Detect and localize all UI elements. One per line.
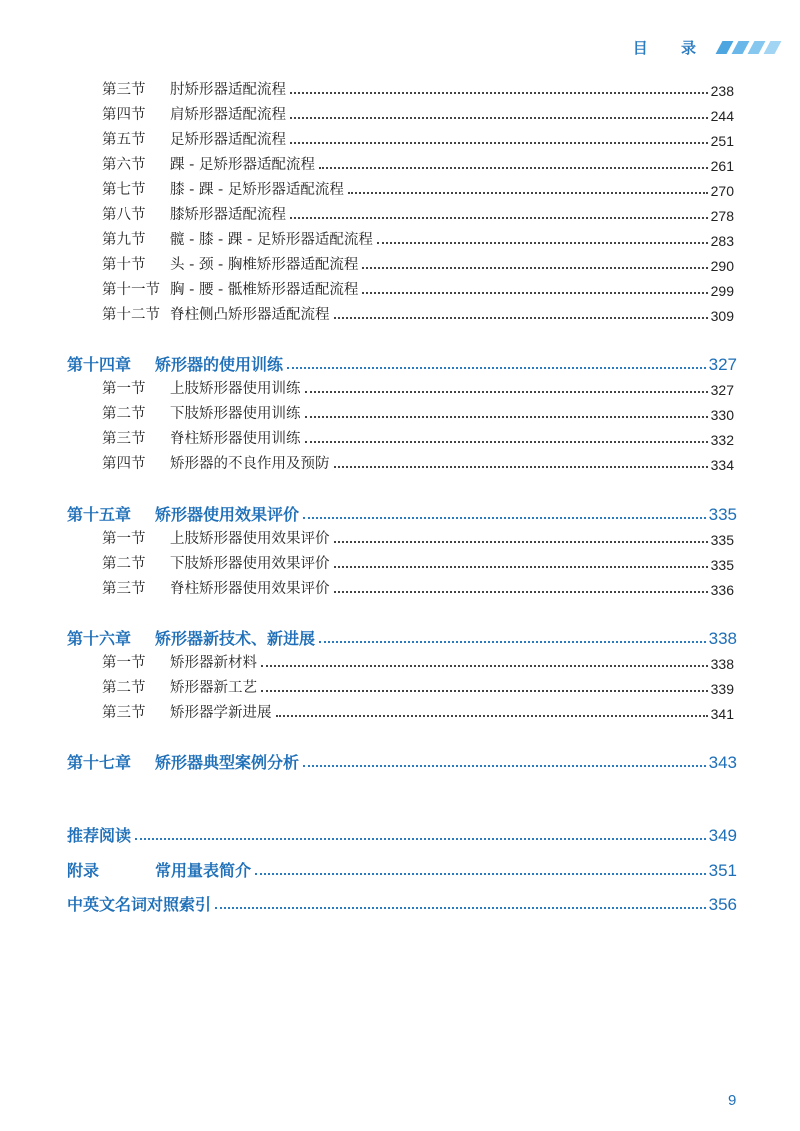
dot-leader	[135, 838, 706, 840]
entry-title: 足矫形器适配流程	[170, 132, 286, 148]
toc-section-entry[interactable]	[102, 524, 734, 548]
dot-leader	[303, 517, 706, 519]
header-title: 目 录	[632, 38, 710, 57]
entry-page-number: 261	[710, 158, 734, 174]
entry-number: 第三节	[102, 705, 146, 721]
page-number: 9	[728, 1092, 737, 1109]
entry-number: 第五节	[102, 132, 146, 148]
dot-leader	[287, 367, 706, 369]
entry-title: 矫形器典型案例分析	[155, 753, 300, 772]
toc-section-entry[interactable]	[102, 75, 734, 99]
entry-title: 踝 - 足矫形器适配流程	[170, 157, 315, 173]
dot-leader	[319, 167, 708, 169]
entry-number: 第四节	[102, 107, 146, 123]
entry-page-number: 335	[710, 557, 734, 573]
toc-section-entry[interactable]	[102, 549, 734, 573]
entry-number: 第九节	[102, 232, 146, 248]
dot-leader	[305, 391, 708, 393]
entry-number: 第十四章	[67, 355, 132, 374]
dot-leader	[290, 142, 708, 144]
entry-page-number: 338	[708, 629, 737, 648]
entry-page-number: 238	[710, 83, 734, 99]
entry-number: 附录	[67, 861, 100, 880]
toc-section-entry[interactable]	[102, 175, 734, 199]
entry-title: 矫形器学新进展	[170, 705, 272, 721]
toc-section-entry[interactable]	[102, 275, 734, 299]
entry-number: 第十七章	[67, 753, 132, 772]
toc-section-entry[interactable]	[102, 250, 734, 274]
entry-page-number: 349	[708, 826, 737, 845]
entry-number: 第一节	[102, 655, 146, 671]
entry-title: 下肢矫形器使用训练	[170, 406, 301, 422]
toc-chapter-entry[interactable]	[67, 623, 737, 649]
entry-number: 第二节	[102, 680, 146, 696]
dot-leader	[334, 466, 708, 468]
entry-title: 膝矫形器适配流程	[170, 207, 286, 223]
entry-page-number: 244	[710, 108, 734, 124]
stripe-decoration	[716, 41, 734, 54]
entry-number: 第六节	[102, 157, 146, 173]
dot-leader	[319, 641, 706, 643]
entry-page-number: 336	[710, 582, 734, 598]
entry-title: 上肢矫形器使用训练	[170, 381, 301, 397]
toc-chapter-entry[interactable]	[67, 349, 737, 375]
header-stripes-decoration	[714, 41, 778, 54]
entry-title: 膝 - 踝 - 足矫形器适配流程	[170, 182, 344, 198]
toc-section-entry[interactable]	[102, 225, 734, 249]
entry-page-number: 338	[710, 656, 734, 672]
entry-title: 胸 - 腰 - 骶椎矫形器适配流程	[170, 282, 359, 298]
dot-leader	[290, 92, 708, 94]
toc-section-entry[interactable]	[102, 698, 734, 722]
entry-number: 第二节	[102, 556, 146, 572]
entry-page-number: 299	[710, 283, 734, 299]
dot-leader	[348, 192, 708, 194]
entry-title: 矫形器的不良作用及预防	[170, 456, 330, 472]
dot-leader	[362, 292, 707, 294]
entry-title: 头 - 颈 - 胸椎矫形器适配流程	[170, 257, 359, 273]
entry-title: 脊柱矫形器使用效果评价	[170, 581, 330, 597]
page-header	[633, 36, 778, 58]
toc-chapter-entry[interactable]	[67, 747, 737, 773]
entry-title: 脊柱矫形器使用训练	[170, 431, 301, 447]
entry-page-number: 330	[710, 407, 734, 423]
dot-leader	[377, 242, 708, 244]
entry-number: 第四节	[102, 456, 146, 472]
entry-number: 第十二节	[102, 307, 160, 323]
entry-page-number: 327	[710, 382, 734, 398]
entry-number: 推荐阅读	[67, 826, 132, 845]
entry-title: 矫形器使用效果评价	[155, 505, 300, 524]
entry-title: 肘矫形器适配流程	[170, 82, 286, 98]
entry-page-number: 343	[708, 753, 737, 772]
toc-section-entry[interactable]	[102, 150, 734, 174]
entry-number: 第一节	[102, 531, 146, 547]
entry-number: 第十六章	[67, 629, 132, 648]
toc-section-entry[interactable]	[102, 100, 734, 124]
stripe-decoration	[748, 41, 766, 54]
toc-section-entry[interactable]	[102, 125, 734, 149]
entry-number: 第八节	[102, 207, 146, 223]
dot-leader	[290, 217, 708, 219]
entry-number: 第十一节	[102, 282, 160, 298]
toc-section-entry[interactable]	[102, 374, 734, 398]
entry-number: 第七节	[102, 182, 146, 198]
entry-page-number: 278	[710, 208, 734, 224]
entry-page-number: 327	[708, 355, 737, 374]
toc-chapter-entry[interactable]	[67, 889, 737, 915]
entry-page-number: 341	[710, 706, 734, 722]
toc-section-entry[interactable]	[102, 300, 734, 324]
toc-section-entry[interactable]	[102, 574, 734, 598]
dot-leader	[255, 873, 706, 875]
entry-title: 矫形器新工艺	[170, 680, 257, 696]
dot-leader	[334, 591, 708, 593]
entry-page-number: 335	[710, 532, 734, 548]
dot-leader	[362, 267, 707, 269]
entry-title: 常用量表简介	[155, 861, 252, 880]
stripe-decoration	[732, 41, 750, 54]
toc-section-entry[interactable]	[102, 449, 734, 473]
entry-page-number: 335	[708, 505, 737, 524]
toc-section-entry[interactable]	[102, 200, 734, 224]
toc-chapter-entry[interactable]	[67, 820, 737, 846]
entry-title: 上肢矫形器使用效果评价	[170, 531, 330, 547]
entry-title: 矫形器新材料	[170, 655, 257, 671]
entry-number: 第三节	[102, 581, 146, 597]
entry-page-number: 309	[710, 308, 734, 324]
dot-leader	[334, 541, 708, 543]
entry-number: 中英文名词对照索引	[67, 895, 212, 914]
entry-number: 第二节	[102, 406, 146, 422]
entry-title: 肩矫形器适配流程	[170, 107, 286, 123]
entry-title: 矫形器的使用训练	[155, 355, 284, 374]
dot-leader	[215, 907, 706, 909]
entry-page-number: 356	[708, 895, 737, 914]
toc-section-entry[interactable]	[102, 648, 734, 672]
toc-chapter-entry[interactable]	[67, 499, 737, 525]
entry-page-number: 339	[710, 681, 734, 697]
entry-title: 矫形器新技术、新进展	[155, 629, 316, 648]
dot-leader	[261, 690, 708, 692]
dot-leader	[305, 441, 708, 443]
dot-leader	[290, 117, 708, 119]
entry-page-number: 351	[708, 861, 737, 880]
dot-leader	[303, 765, 706, 767]
entry-page-number: 270	[710, 183, 734, 199]
entry-title: 髋 - 膝 - 踝 - 足矫形器适配流程	[170, 232, 373, 248]
dot-leader	[261, 665, 708, 667]
entry-number: 第三节	[102, 82, 146, 98]
toc-chapter-entry[interactable]	[67, 855, 737, 881]
toc-section-entry[interactable]	[102, 399, 734, 423]
entry-page-number: 283	[710, 233, 734, 249]
entry-page-number: 290	[710, 258, 734, 274]
entry-page-number: 251	[710, 133, 734, 149]
dot-leader	[334, 317, 708, 319]
entry-page-number: 332	[710, 432, 734, 448]
entry-number: 第三节	[102, 431, 146, 447]
entry-title: 下肢矫形器使用效果评价	[170, 556, 330, 572]
toc-section-entry[interactable]	[102, 673, 734, 697]
entry-number: 第一节	[102, 381, 146, 397]
entry-number: 第十五章	[67, 505, 132, 524]
entry-title: 脊柱侧凸矫形器适配流程	[170, 307, 330, 323]
toc-section-entry[interactable]	[102, 424, 734, 448]
dot-leader	[334, 566, 708, 568]
entry-number: 第十节	[102, 257, 146, 273]
dot-leader	[305, 416, 708, 418]
stripe-decoration	[764, 41, 782, 54]
entry-page-number: 334	[710, 457, 734, 473]
dot-leader	[276, 715, 708, 717]
